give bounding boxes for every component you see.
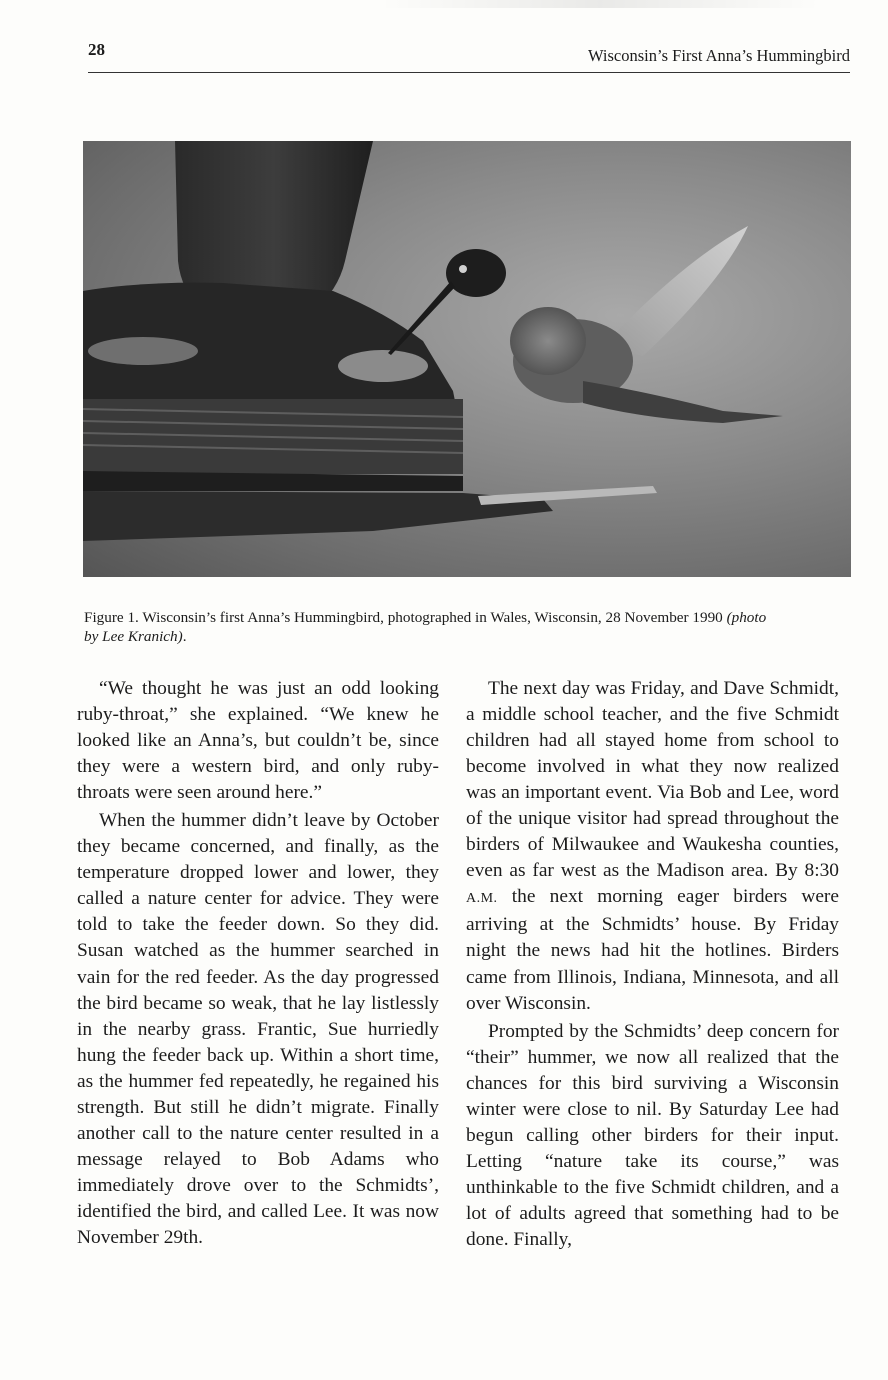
right-paragraph-1-end: the next morning eager birders were arriving at the Schmidts’ house. By Friday night the news had hit the hotlines. Birders came from Illinois, Indiana, Minnesota, and all over Wisconsin. <box>466 886 839 1014</box>
page-header <box>88 38 850 73</box>
photo-illustration <box>83 141 851 577</box>
hummingbird-photo <box>83 141 851 577</box>
right-paragraph-1-start: The next day was Friday, and Dave Schmidt, a middle school teacher, and the five Schmidt children had all stayed home from school to become involved in what they now realized was an important event. Via Bob and Lee, word of the unique visitor had spread throughout the birders of Milwaukee and Waukesha counties, even as far west as the Madison area. By 8:30 <box>466 678 839 882</box>
left-paragraph-1: “We thought he was just an odd looking ruby-throat,” she explained. “We knew he looked like an Anna’s, but couldn’t be, since they were a western bird, and only ruby-throats were seen around here.” <box>77 678 439 804</box>
page-number: 28 <box>88 40 105 59</box>
left-column <box>77 676 439 1251</box>
caption-text: Wisconsin’s first Anna’s Hummingbird, photographed in Wales, Wisconsin, 28 November 1990 <box>142 609 723 626</box>
right-column <box>466 676 839 1253</box>
time-am: A.M. <box>466 891 498 907</box>
caption-end: . <box>182 628 187 645</box>
left-paragraph-2: When the hummer didn’t leave by October they became concerned, and finally, as the temperature dropped lower and lower, they called a nature center for advice. They were told to take the feeder down. So they did. Susan watched as the hummer searched in vain for the red feeder. As the day progressed the bird became so weak, that he lay listlessly in the nearby grass. Frantic, Sue hurriedly hung the feeder back up. Within a short time, as the hummer fed repeatedly, he regained his strength. But still he didn’t migrate. Finally another call to the nature center resulted in a message relayed to Bob Adams who immediately drove over to the Schmidts’, identified the bird, and called Lee. It was now November 29th. <box>77 810 439 1248</box>
scan-artifact <box>380 0 820 8</box>
running-title: Wisconsin’s First Anna’s Hummingbird <box>588 46 850 65</box>
caption-credit: (photo by Lee Kranich) <box>84 609 767 645</box>
figure-caption <box>84 608 784 646</box>
right-paragraph-1 <box>466 676 839 1017</box>
caption-label: Figure 1. <box>84 609 139 626</box>
right-paragraph-2: Prompted by the Schmidts’ deep concern for “their” hummer, we now all realized that the chances for this bird surviving a Wisconsin winter were close to nil. By Saturday Lee had begun calling other birders for their input. Letting “nature take its course,” was unthinkable to the five Schmidt children, and a lot of adults agreed that something had to be done. Finally, <box>466 1020 839 1250</box>
